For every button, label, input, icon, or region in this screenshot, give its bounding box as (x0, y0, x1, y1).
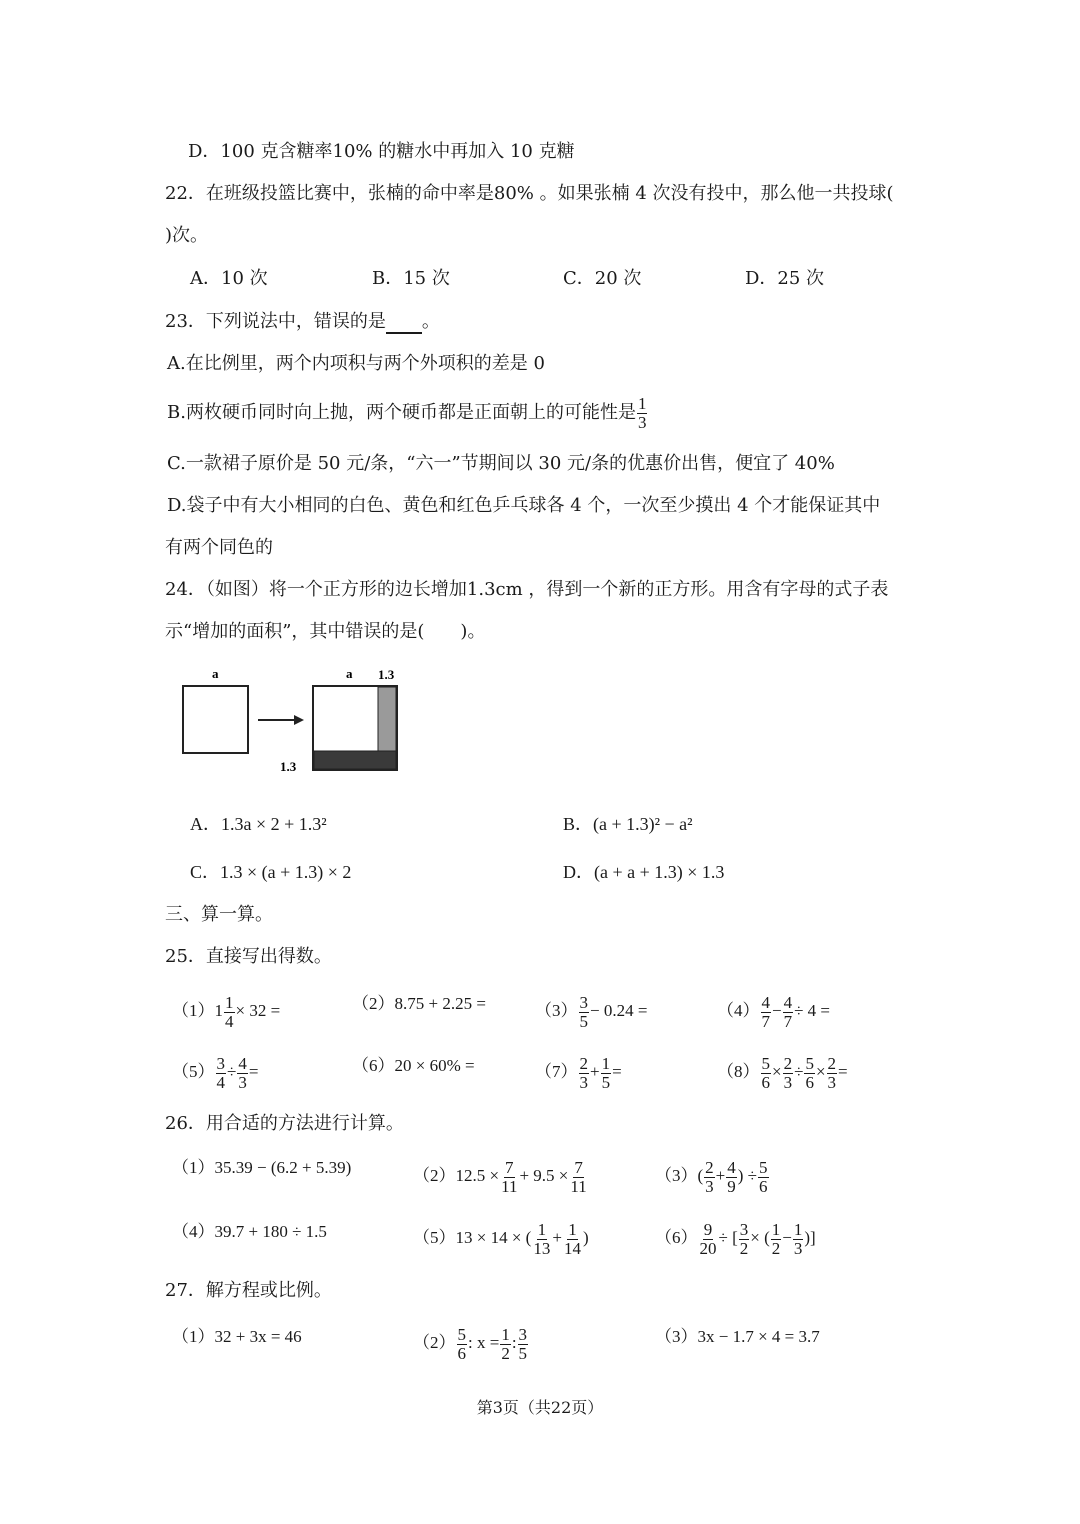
q25-item-8 (717, 1051, 848, 1093)
denominator: 5 (579, 1011, 588, 1031)
denominator: 7 (761, 1011, 770, 1031)
numerator: 1 (793, 1219, 803, 1239)
denominator: 5 (601, 1072, 611, 1092)
denominator: 3 (705, 1176, 714, 1196)
q25-item-5 (172, 1051, 258, 1093)
operator: ÷ (794, 1062, 804, 1081)
numerator: 1 (225, 992, 234, 1012)
q25-item-1 (172, 990, 280, 1032)
item-label: （5） (413, 1228, 456, 1247)
numerator: 3 (739, 1219, 749, 1239)
numerator: 5 (457, 1324, 466, 1344)
item-label: （7） (535, 1062, 578, 1081)
fraction (804, 1055, 815, 1092)
expression: 8.75 + 2.25 = (394, 994, 486, 1013)
numerator: 4 (761, 992, 770, 1012)
expression-part: ÷ [ (718, 1228, 738, 1247)
fraction (726, 1159, 737, 1196)
denominator: 6 (805, 1072, 814, 1092)
expression-part: + 9.5 × (519, 1166, 569, 1185)
expression: 35.39 − (6.2 + 5.39) (214, 1158, 352, 1177)
equation: 3x − 1.7 × 4 = 3.7 (697, 1327, 820, 1346)
expression-rest: ÷ 4 = (794, 1001, 831, 1020)
q22-stem-line2: )次。 (165, 225, 209, 246)
numerator: 7 (574, 1157, 583, 1177)
numerator: 1 (501, 1324, 510, 1344)
fraction (783, 994, 794, 1031)
original-square (183, 686, 248, 753)
item-label: （5） (172, 1062, 215, 1081)
square-growth-figure (170, 660, 410, 780)
expression-part: × ( (750, 1228, 770, 1247)
fraction (500, 1159, 518, 1196)
q23-b-text: B.两枚硬币同时向上抛，两个硬币都是正面朝上的可能性是 (167, 402, 636, 423)
numerator: 1 (601, 1053, 611, 1073)
denominator: 14 (563, 1238, 581, 1258)
fraction (532, 1221, 551, 1258)
q22-option-a: A．10 次 (190, 268, 268, 289)
label-1-3-top: 1.3 (378, 667, 395, 682)
fraction (500, 1326, 511, 1363)
whole-part: 1 (214, 1001, 223, 1020)
q25-item-7 (535, 1051, 622, 1093)
q25-item-2 (352, 992, 486, 1016)
numerator: 3 (579, 992, 588, 1012)
q26-item-1 (172, 1156, 351, 1180)
q24-option-c: C．1.3 × (a + 1.3) × 2 (190, 862, 352, 882)
item-label: （1） (172, 1327, 215, 1346)
expression-part: 13 × 14 × ( (455, 1228, 532, 1247)
item-label: （4） (172, 1222, 215, 1241)
expression: 20 × 60% = (394, 1056, 475, 1075)
q22-option-b: B．15 次 (372, 268, 450, 289)
denominator: 2 (501, 1343, 510, 1363)
denominator: 3 (238, 1072, 247, 1092)
numerator: 4 (238, 1053, 247, 1073)
q26-stem: 26．用合适的方法进行计算。 (165, 1113, 404, 1134)
q24-option-d: D．(a + a + 1.3) × 1.3 (563, 862, 725, 882)
denominator: 4 (216, 1072, 225, 1092)
numerator: 1 (771, 1219, 781, 1239)
item-label: （2） (413, 1333, 456, 1352)
numerator: 1 (537, 1219, 547, 1239)
denominator: 11 (570, 1176, 587, 1196)
fraction (761, 994, 772, 1031)
numerator: 2 (827, 1053, 837, 1073)
denominator: 3 (637, 412, 647, 432)
fraction (601, 1055, 612, 1092)
fraction (224, 994, 235, 1031)
denominator: 11 (501, 1176, 518, 1196)
q22-stem-line1: 22．在班级投篮比赛中，张楠的命中率是80% 。如果张楠 4 次没有投中，那么他一共投球( (165, 183, 894, 204)
item-label: （4） (717, 1001, 760, 1020)
q26-item-2 (413, 1155, 589, 1197)
q22-option-c: C．20 次 (563, 268, 642, 289)
q25-item-6 (352, 1054, 475, 1078)
numerator: 2 (705, 1157, 714, 1177)
denominator: 2 (739, 1238, 749, 1258)
fraction (761, 1055, 772, 1092)
page-number-footer: 第3页（共22页） (476, 1398, 604, 1417)
item-label: （3） (655, 1166, 698, 1185)
paren-close: ) (582, 1228, 589, 1247)
fraction (771, 1221, 782, 1258)
expression-part: 12.5 × (455, 1166, 500, 1185)
fraction (827, 1055, 838, 1092)
numerator: 3 (216, 1053, 225, 1073)
expression-part: : x = (468, 1333, 500, 1352)
denominator: 3 (827, 1072, 837, 1092)
denominator: 13 (533, 1238, 551, 1258)
q26-item-5 (413, 1217, 589, 1259)
fraction (783, 1055, 794, 1092)
fraction (569, 1159, 587, 1196)
q27-item-3 (655, 1325, 820, 1349)
item-label: （2） (413, 1166, 456, 1185)
operator: = (838, 1062, 848, 1081)
added-right-strip (378, 687, 396, 751)
denominator: 3 (793, 1238, 803, 1258)
label-1-3-bottom: 1.3 (280, 759, 297, 774)
label-a-new: a (346, 666, 353, 681)
q24-stem-line2: 示“增加的面积”，其中错误的是( )。 (165, 621, 486, 642)
colon: : (511, 1333, 517, 1352)
q26-item-3 (655, 1155, 770, 1197)
fraction (216, 1055, 227, 1092)
q23-statement-c: C.一款裙子原价是 50 元/条，“六一”节期间以 30 元/条的优惠价出售，便宜了 40% (167, 453, 835, 474)
operator: + (590, 1062, 600, 1081)
fraction (237, 1055, 248, 1092)
numerator: 1 (637, 393, 647, 413)
expression-rest: × 32 = (235, 1001, 281, 1020)
fraction (563, 1221, 582, 1258)
q27-stem: 27．解方程或比例。 (165, 1280, 332, 1301)
item-label: （6） (655, 1228, 698, 1247)
numerator: 1 (568, 1219, 577, 1239)
numerator: 2 (783, 1053, 793, 1073)
expression-rest: − 0.24 = (590, 1001, 648, 1020)
item-label: （8） (717, 1062, 760, 1081)
fraction (637, 395, 648, 432)
q24-option-a: A．1.3a × 2 + 1.3² (190, 814, 327, 834)
numerator: 5 (761, 1053, 770, 1073)
operator: ÷ (227, 1062, 237, 1081)
item-label: （3） (655, 1327, 698, 1346)
operator: + (715, 1166, 726, 1185)
fraction (793, 1221, 804, 1258)
operator: × (772, 1062, 782, 1081)
equation: 32 + 3x = 46 (214, 1327, 302, 1346)
q23-stem-text: 23．下列说法中，错误的是 (165, 311, 386, 332)
operator: − (772, 1001, 782, 1020)
q23-statement-b (167, 393, 648, 433)
section-3-title: 三、算一算。 (165, 904, 273, 925)
arrow-head-icon (294, 715, 304, 725)
fraction (579, 994, 590, 1031)
operator: × (815, 1062, 826, 1081)
fraction (704, 1159, 715, 1196)
expression-rest: = (248, 1062, 259, 1081)
denominator: 20 (699, 1238, 717, 1258)
fraction (699, 1221, 718, 1258)
q23-statement-d-line1: D.袋子中有大小相同的白色、黄色和红色乒乓球各 4 个，一次至少摸出 4 个才能保证其中 (167, 495, 881, 516)
paren-open: ( (697, 1166, 704, 1185)
numerator: 3 (518, 1324, 528, 1344)
added-bottom-strip (314, 751, 396, 769)
denominator: 6 (761, 1072, 770, 1092)
q25-item-4 (717, 990, 830, 1032)
bracket-close: )] (804, 1228, 816, 1247)
denominator: 4 (225, 1011, 234, 1031)
fraction (518, 1326, 529, 1363)
q23-statement-a: A.在比例里，两个内项积与两个外项积的差是 0 (167, 353, 545, 374)
expression-rest: = (612, 1062, 622, 1081)
q25-item-3 (535, 990, 647, 1032)
fraction (457, 1326, 468, 1363)
item-label: （1） (172, 1001, 215, 1020)
numerator: 2 (579, 1053, 588, 1073)
numerator: 5 (805, 1053, 814, 1073)
denominator: 2 (771, 1238, 781, 1258)
expression: 39.7 + 180 ÷ 1.5 (214, 1222, 327, 1241)
operator: − (782, 1228, 792, 1247)
denominator: 7 (783, 1011, 793, 1031)
denominator: 3 (579, 1072, 588, 1092)
operator: + (552, 1228, 562, 1247)
q27-item-2 (413, 1322, 529, 1364)
q27-item-1 (172, 1325, 302, 1349)
q23-stem-end: 。 (421, 311, 440, 332)
q22-option-d: D．25 次 (745, 268, 825, 289)
numerator: 9 (703, 1219, 713, 1239)
item-label: （6） (352, 1056, 395, 1075)
q24-option-b: B．(a + 1.3)² − a² (563, 814, 693, 834)
q26-item-6 (655, 1217, 816, 1259)
q26-item-4 (172, 1220, 327, 1244)
item-label: （2） (352, 994, 395, 1013)
paren-close: ) ÷ (737, 1166, 758, 1185)
q25-stem: 25．直接写出得数。 (165, 946, 332, 967)
denominator: 3 (783, 1072, 793, 1092)
answer-blank (386, 314, 422, 334)
fraction (579, 1055, 590, 1092)
numerator: 4 (727, 1157, 736, 1177)
item-label: （3） (535, 1001, 578, 1020)
denominator: 9 (727, 1176, 736, 1196)
numerator: 4 (783, 992, 793, 1012)
numerator: 5 (759, 1157, 768, 1177)
label-a-original: a (212, 666, 219, 681)
item-label: （1） (172, 1158, 215, 1177)
q23-stem (165, 310, 440, 334)
denominator: 6 (457, 1343, 466, 1363)
fraction (758, 1159, 769, 1196)
q23-statement-d-line2: 有两个同色的 (165, 537, 273, 558)
q24-stem-line1: 24．（如图）将一个正方形的边长增加1.3cm ，得到一个新的正方形。用含有字母的式子表 (165, 579, 889, 600)
denominator: 6 (759, 1176, 768, 1196)
denominator: 5 (518, 1343, 528, 1363)
numerator: 7 (505, 1157, 514, 1177)
q21-option-d: D．100 克含糖率10% 的糖水中再加入 10 克糖 (188, 141, 575, 162)
fraction (739, 1221, 750, 1258)
